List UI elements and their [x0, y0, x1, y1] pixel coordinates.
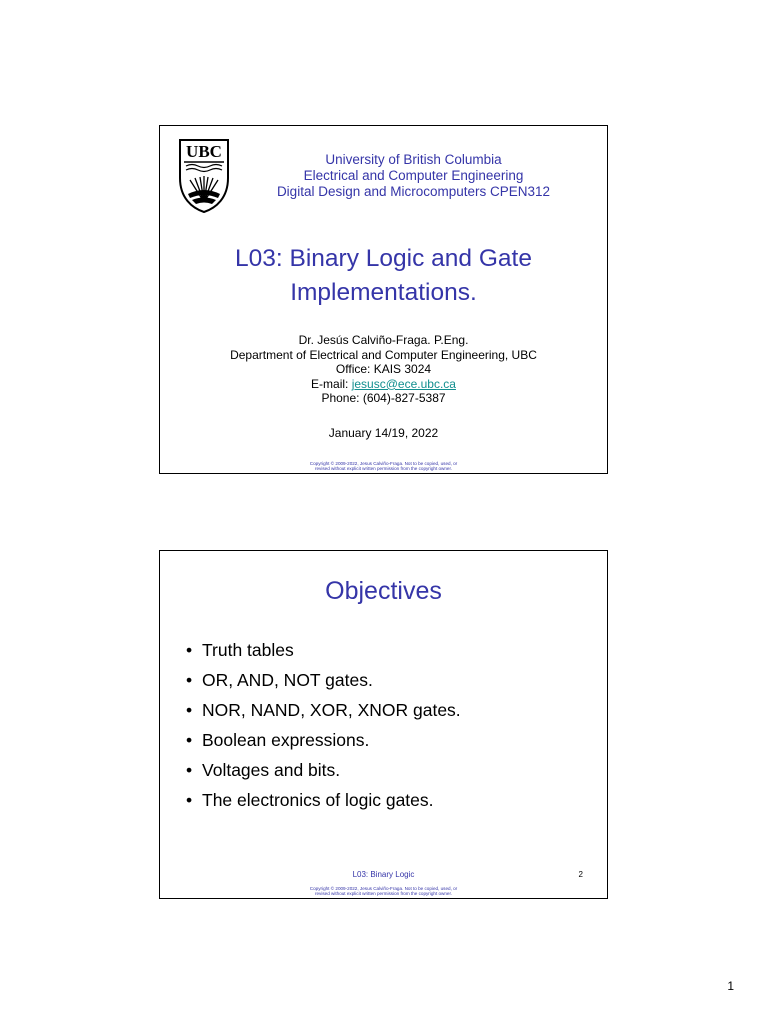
department-name: Electrical and Computer Engineering [303, 168, 524, 183]
author-email-row [160, 377, 607, 392]
bullet-icon: • [186, 670, 193, 690]
lecture-date: January 14/19, 2022 [328, 426, 439, 440]
course-name: Digital Design and Microcomputers CPEN312 [276, 184, 551, 199]
list-item: • Voltages and bits. [186, 755, 461, 785]
list-item: • Truth tables [186, 635, 461, 665]
slide-title: Objectives [325, 577, 442, 605]
university-name: University of British Columbia [325, 152, 502, 167]
copyright-line-2: revised without explicit written permission from the copyright owner. [314, 466, 453, 472]
lecture-title-line-1: L03: Binary Logic and Gate [235, 245, 532, 272]
list-item: • OR, AND, NOT gates. [186, 665, 461, 695]
copyright-notice [160, 886, 607, 896]
lecture-title-line-2: Implementations. [290, 279, 477, 306]
page-number: 1 [727, 979, 734, 993]
copyright-line-1: Copyright © 2009-2022, Jesus Calviño-Fraga. Not to be copied, used, or [309, 461, 458, 466]
email-link[interactable]: jesusc@ece.ubc.ca [351, 376, 456, 391]
slide-footer-label: L03: Binary Logic [352, 870, 415, 879]
header-lines [220, 152, 607, 200]
bullet-icon: • [186, 760, 193, 780]
author-department: Department of Electrical and Computer Engineering, UBC [230, 347, 537, 362]
copyright-line-1: Copyright © 2009-2022, Jesus Calviño-Fraga. Not to be copied, used, or [309, 886, 458, 891]
bullet-icon: • [186, 640, 193, 660]
slide-2 [159, 550, 608, 899]
logo-text: UBC [186, 142, 222, 161]
slide-number: 2 [578, 870, 583, 879]
copyright-notice [160, 461, 607, 471]
slide-1 [159, 125, 608, 474]
lecture-title [160, 242, 607, 310]
author-info [160, 333, 607, 406]
author-office: Office: KAIS 3024 [335, 362, 432, 377]
bullet-icon: • [186, 730, 193, 750]
bullet-icon: • [186, 700, 193, 720]
bullet-icon: • [186, 790, 193, 810]
list-item: • NOR, NAND, XOR, XNOR gates. [186, 695, 461, 725]
list-item: • Boolean expressions. [186, 725, 461, 755]
email-label: E-mail: [311, 376, 352, 391]
author-phone: Phone: (604)-827-5387 [321, 391, 446, 406]
copyright-line-2: revised without explicit written permission from the copyright owner. [314, 891, 453, 897]
author-name: Dr. Jesús Calviño-Fraga. P.Eng. [298, 333, 469, 347]
objectives-list [186, 635, 461, 815]
list-item: • The electronics of logic gates. [186, 785, 461, 815]
